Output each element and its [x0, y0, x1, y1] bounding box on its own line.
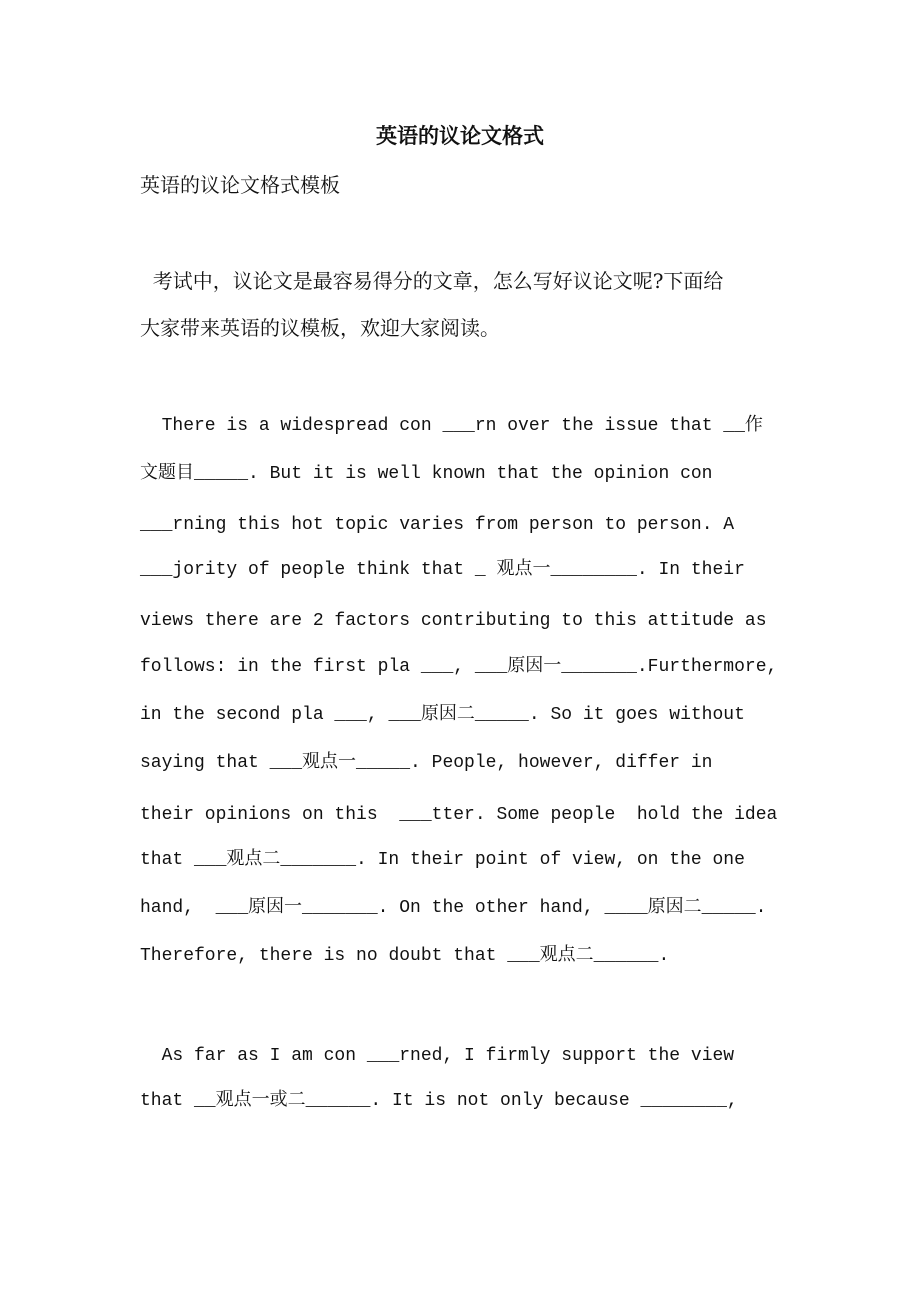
document-title: 英语的议论文格式	[376, 123, 544, 148]
text-line: their opinions on this ___tter. Some people hold the idea	[140, 805, 778, 825]
text-line: views there are 2 factors contributing to this attitude as	[140, 611, 767, 631]
text-line: Therefore, there is no doubt that ___观点二______.	[140, 946, 670, 966]
text-line: 文题目_____. But it is well known that the opinion con	[140, 464, 713, 484]
text-line: 大家带来英语的议模板，欢迎大家阅读。	[140, 316, 500, 340]
text-line: As far as I am con ___rned, I firmly support the view	[140, 1046, 735, 1066]
text-line: 考试中，议论文是最容易得分的文章，怎么写好议论文呢?下面给	[140, 269, 724, 293]
text-line: that ___观点二_______. In their point of view, on the one	[140, 850, 745, 870]
text-line: in the second pla ___, ___原因二_____. So it goes without	[140, 705, 745, 725]
text-line: that __观点一或二______. It is not only because ________,	[140, 1091, 738, 1111]
document-subtitle: 英语的议论文格式模板	[140, 173, 340, 197]
text-line: saying that ___观点一_____. People, however, differ in	[140, 753, 713, 773]
text-line: ___jority of people think that _ 观点一________. In their	[140, 560, 745, 580]
text-line: There is a widespread con ___rn over the issue that __作	[140, 416, 763, 436]
text-line: ___rning this hot topic varies from person to person. A	[140, 515, 735, 535]
text-line: follows: in the first pla ___, ___原因一_______.Furthermore,	[140, 657, 778, 677]
text-line: hand, ___原因一_______. On the other hand, ____原因二_____.	[140, 898, 767, 918]
